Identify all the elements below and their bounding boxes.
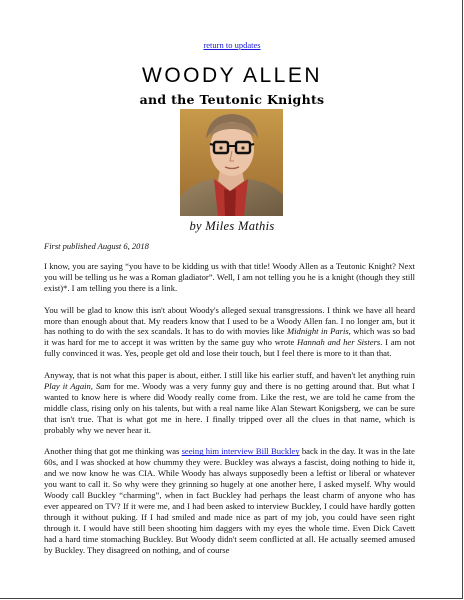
article-body bbox=[44, 261, 415, 566]
film-title: Midnight in Paris, bbox=[287, 326, 351, 337]
paragraph-text: which was so bad it was hard for me to accept it was written by the same guy who wrote bbox=[44, 326, 416, 348]
portrait-photo bbox=[180, 109, 283, 216]
paragraph-text: back in the day. It was in the late 60s, and I was shocked at how chummy they were. Buckley was always a fascist, doing nothing to hide it, and we now know he was CIA. While Woody has always supposedly been a leftist or liberal or whatever you want to call it. So why were they grinning so hugely at one another here, I asked myself. Why would Woody call Buckley “charming”, when in fact Buckley had perhaps the least charm of anyone who has ever appeared on TV? If it were me, and I had been asked to interview Buckley, I could have hardly gotten through it without puking. If I had smiled and made nice as part of my job, you could have seen right through it. I would have still been shooting him daggers with my eyes the whole time. Even Dick Cavett had a hard time stomaching Buckley. But Woody didn't seem conflicted at all. He actually seemed amused by Buckley. They disagreed on nothing, and of course bbox=[44, 446, 415, 555]
film-title: Hannah and her Sisters bbox=[297, 337, 381, 348]
paragraph-text: for me. Woody was a very funny guy and there is no getting around that. But what I wanted to know here is where did Woody really come from. Like the rest, we are told he came from the middle class, rising only on his talents, but with a real name like Alan Stewart Konigsberg, we can be sure that isn't true. That is what got me in here. I finally tripped over all the clues in that name, which is probably why we never hear it. bbox=[44, 380, 415, 435]
paragraph bbox=[44, 446, 415, 555]
paragraph-text: You will be glad to know this isn't about Woody's alleged sexual transgressions. I think we have all heard more than enough about that. My readers know that I used to be a Woody Allen fan. I no longer am, but it has nothing to do with the sex scandals. It has to do with movies like bbox=[44, 304, 415, 337]
paragraph-text: . I am not fully convinced it was. Yes, people get old and lose their touch, but I feel there is more to it than that. bbox=[44, 337, 416, 359]
paragraph bbox=[44, 370, 415, 435]
paragraph bbox=[44, 261, 415, 294]
page-subtitle: and the Teutonic Knights bbox=[139, 92, 325, 107]
paragraph-text: I know, you are saying “you have to be kidding us with that title! Woody Allen as a Teutonic Knight? Next you will be telling us he was a Roman gladiator”. Well, I am not telling you he is a knight (though they still exist)*. I am telling you there is a link. bbox=[44, 261, 415, 293]
paragraph-text: Another thing that got me thinking was bbox=[44, 446, 182, 457]
publication-date: First published August 6, 2018 bbox=[44, 241, 149, 251]
return-to-updates-link[interactable]: return to updates bbox=[203, 40, 261, 50]
paragraph-text: Anyway, that is not what this paper is about, either. I still like his earlier stuff, and haven't let anything ruin bbox=[44, 370, 415, 381]
byline: by Miles Mathis bbox=[189, 219, 275, 233]
page-title: WOODY ALLEN bbox=[142, 64, 322, 87]
buckley-interview-link[interactable]: seeing him interview Bill Buckley bbox=[181, 446, 300, 457]
film-title: Play it Again, Sam bbox=[44, 380, 111, 391]
paragraph bbox=[44, 305, 415, 360]
